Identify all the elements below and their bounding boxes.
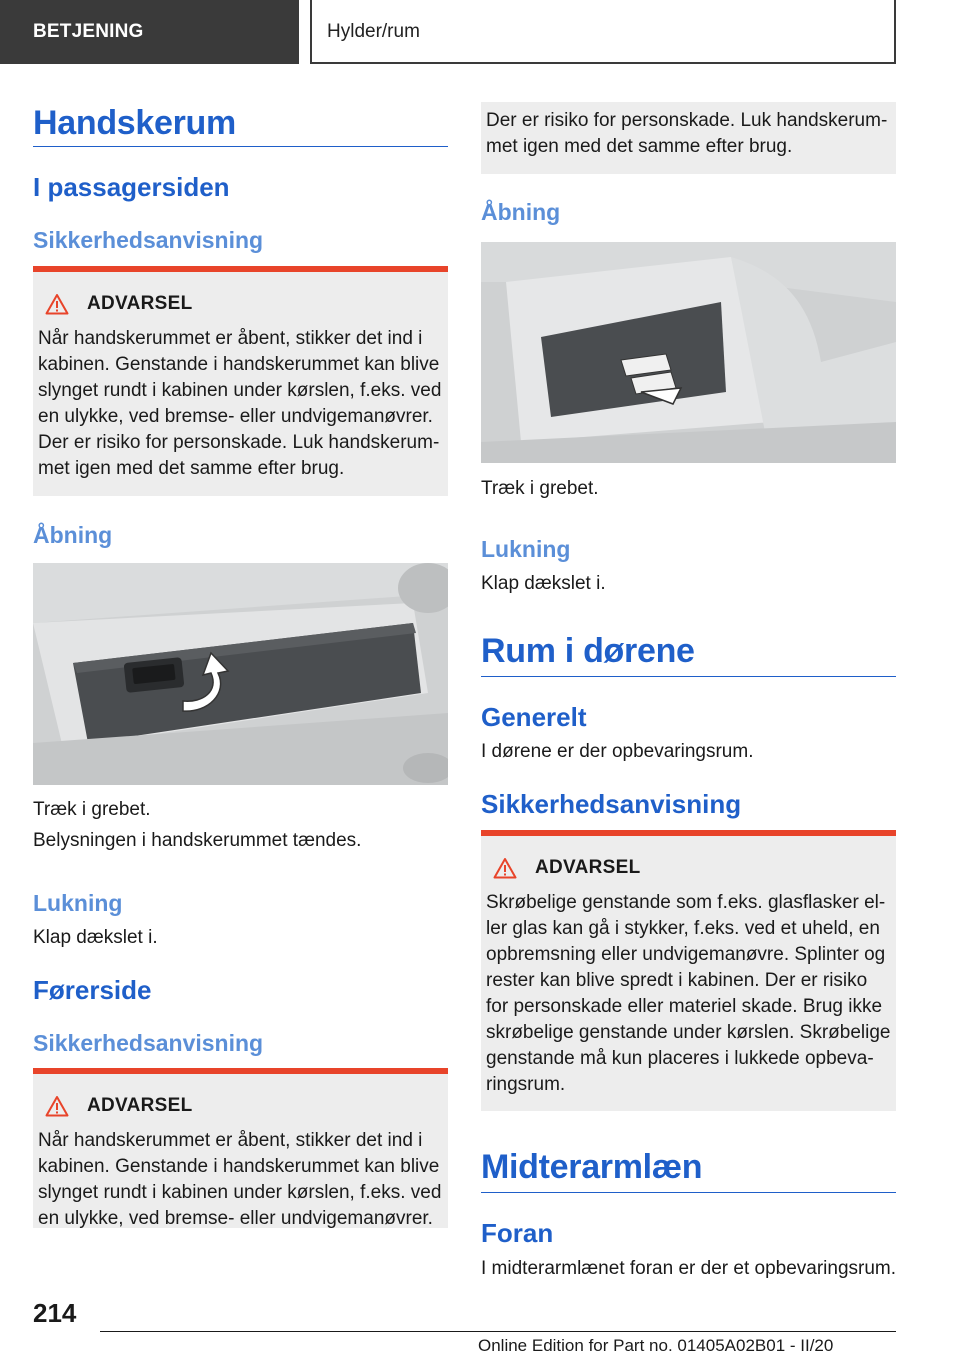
heading-opening-driver: Åbning bbox=[481, 199, 561, 225]
section-label: BETJENING bbox=[0, 0, 299, 64]
heading-door-compartments: Rum i dørene bbox=[481, 632, 695, 670]
heading-center-armrest: Midterarmlæn bbox=[481, 1148, 703, 1186]
text-close-lid-driver: Klap dækslet i. bbox=[481, 573, 606, 594]
text-pull-handle-driver: Træk i grebet. bbox=[481, 478, 599, 499]
heading-driver-side: Førerside bbox=[33, 975, 152, 1005]
heading-closing: Lukning bbox=[33, 890, 123, 916]
heading-safety-doors: Sikkerhedsanvisning bbox=[481, 789, 742, 819]
warning-text: Når handskerummet er åbent, stikker det ind i kabinen. Genstande i handskerummet kan blive slynget rundt i kabinen under kørslen, f.eks. ved en ulykke, ved bremse- eller undvigemanøvrer. bbox=[38, 1130, 442, 1229]
heading-handskerum: Handskerum bbox=[33, 104, 236, 142]
warning-box-2-continued bbox=[481, 102, 896, 174]
glovebox-driver-illustration bbox=[481, 242, 896, 463]
text-doors: I dørene er der opbevaringsrum. bbox=[481, 741, 754, 762]
topic-label: Hylder/rum bbox=[310, 0, 896, 64]
text-lighting: Belysningen i handskerummet tændes. bbox=[33, 830, 362, 851]
heading-passenger-side: I passagersiden bbox=[33, 172, 230, 202]
page-number: 214 bbox=[33, 1298, 77, 1328]
warning-title: ADVARSEL bbox=[87, 293, 193, 314]
warning-text: Skrøbelige genstande som f.eks. glasflasker eller glas kan gå i stykker, f.eks. ved et uheld, en opbremsning eller undvigemanøvre. Splinter og rester kan blive spredt i kabinen. Der er risiko for personskade eller materiel skade. Brug ikke skrøbelige genstande under kørslen. Skrøbelige genstande må kun placeres i lukkede opbevaringsrum. bbox=[486, 892, 891, 1095]
warning-bar bbox=[33, 266, 448, 272]
heading-front: Foran bbox=[481, 1218, 554, 1248]
warning-text: Når handskerummet er åbent, stikker det ind i kabinen. Genstande i handskerummet kan blive slynget rundt i kabinen under kørslen, f.eks. ved en ulykke, ved bremse- eller undvigemanøvrer. Der er risiko for personskade. Luk handskerummet igen med det samme efter brug. bbox=[38, 328, 442, 479]
text-pull-handle: Træk i grebet. bbox=[33, 799, 151, 820]
heading-safety-2: Sikkerhedsanvisning bbox=[33, 1030, 264, 1056]
footer-rule bbox=[100, 1331, 896, 1332]
glovebox-illustration bbox=[33, 563, 448, 785]
warning-triangle-icon bbox=[45, 293, 69, 315]
warning-title: ADVARSEL bbox=[535, 857, 641, 878]
text-close-lid: Klap dækslet i. bbox=[33, 927, 158, 948]
heading-rule bbox=[481, 676, 896, 677]
glovebox-passenger-image bbox=[33, 563, 448, 785]
heading-safety-1: Sikkerhedsanvisning bbox=[33, 227, 264, 253]
heading-closing-driver: Lukning bbox=[481, 536, 571, 562]
warning-box-1 bbox=[33, 266, 448, 496]
heading-general: Generelt bbox=[481, 702, 587, 732]
warning-box-3 bbox=[481, 830, 896, 1111]
heading-opening: Åbning bbox=[33, 522, 113, 548]
warning-triangle-icon bbox=[45, 1095, 69, 1117]
edition-text: Online Edition for Part no. 01405A02B01 - II/20 bbox=[478, 1336, 834, 1355]
warning-box-2 bbox=[33, 1068, 448, 1228]
text-armrest: I midterarmlænet foran er der et opbevaringsrum. bbox=[481, 1258, 897, 1279]
warning-triangle-icon bbox=[493, 857, 517, 879]
glovebox-driver-image bbox=[481, 242, 896, 463]
page-header bbox=[0, 0, 960, 66]
warning-bar bbox=[481, 830, 896, 836]
heading-rule bbox=[33, 146, 448, 147]
warning-text: Der er risiko for personskade. Luk handskerummet igen med det samme efter brug. bbox=[486, 110, 888, 157]
warning-title: ADVARSEL bbox=[87, 1095, 193, 1116]
warning-bar bbox=[33, 1068, 448, 1074]
heading-rule bbox=[481, 1192, 896, 1193]
